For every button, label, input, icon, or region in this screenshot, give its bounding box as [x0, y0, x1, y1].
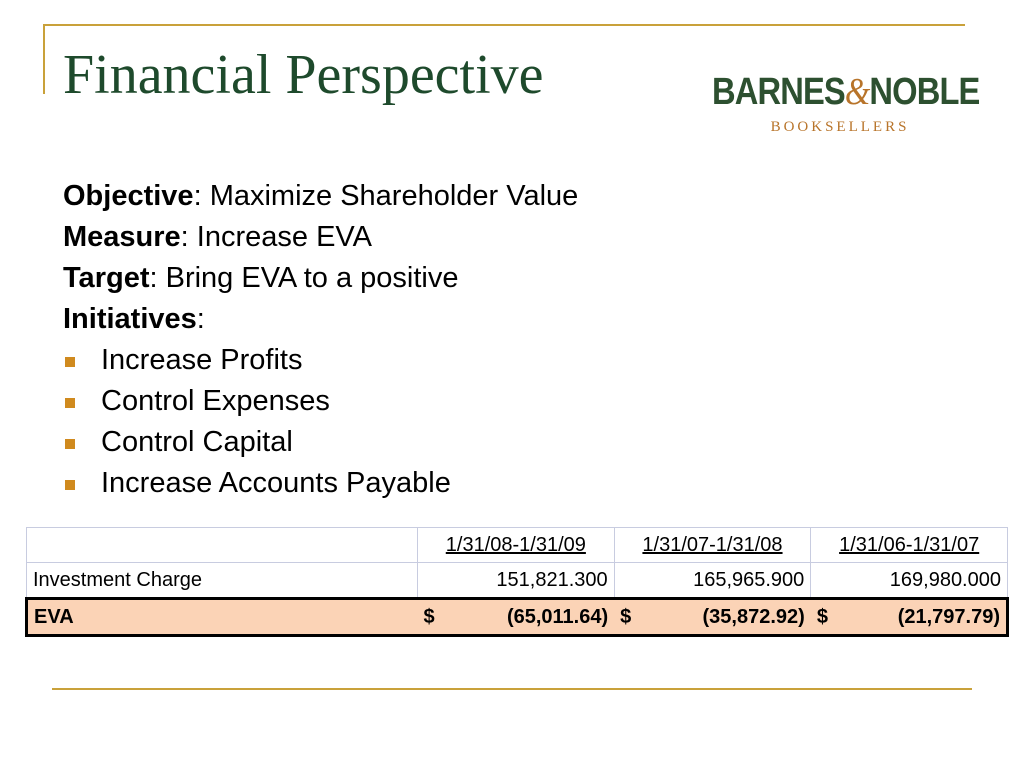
table-header-blank [27, 528, 418, 563]
initiatives-line [63, 299, 578, 340]
list-item [63, 463, 578, 504]
square-bullet-icon [65, 398, 75, 408]
table-cell: 165,965.900 [614, 563, 811, 599]
period-label: 1/31/07-1/31/08 [642, 533, 783, 556]
currency-symbol: $ [620, 605, 632, 628]
logo-word-noble: NOBLE [869, 71, 980, 113]
eva-value: (21,797.79) [897, 605, 1000, 628]
table-cell [614, 599, 811, 636]
currency-symbol: $ [816, 605, 828, 628]
list-item [63, 381, 578, 422]
table-cell: 151,821.300 [418, 563, 615, 599]
logo-ampersand: & [844, 71, 870, 113]
row-label: Investment Charge [27, 563, 418, 599]
slide-title: Financial Perspective [63, 44, 544, 106]
logo-wordmark [712, 70, 980, 114]
list-item-text: Control Capital [101, 426, 293, 458]
table-row [27, 563, 1008, 599]
table-header-row [27, 528, 1008, 563]
target-sep: : [149, 262, 166, 294]
currency-symbol: $ [423, 605, 435, 628]
table-cell: 169,980.000 [811, 563, 1008, 599]
table-header-period [418, 528, 615, 563]
eva-value: (35,872.92) [702, 605, 805, 628]
row-label: EVA [27, 599, 418, 636]
list-item [63, 340, 578, 381]
square-bullet-icon [65, 357, 75, 367]
square-bullet-icon [65, 480, 75, 490]
measure-label: Measure [63, 221, 181, 253]
list-item-text: Increase Profits [101, 344, 303, 376]
objective-text: Maximize Shareholder Value [209, 180, 579, 212]
objective-sep: : [193, 180, 210, 212]
objective-line [63, 176, 578, 217]
list-item-text: Increase Accounts Payable [101, 467, 451, 499]
list-item [63, 422, 578, 463]
target-text: Bring EVA to a positive [165, 262, 459, 294]
eva-value: (65,011.64) [506, 605, 609, 628]
period-label: 1/31/06-1/31/07 [839, 533, 980, 556]
target-line [63, 258, 578, 299]
table-cell [418, 599, 615, 636]
table-row-eva [27, 599, 1008, 636]
logo-subtitle: BOOKSELLERS [770, 119, 910, 135]
table-cell [811, 599, 1008, 636]
initiatives-list [63, 340, 578, 504]
measure-line [63, 217, 578, 258]
measure-text: Increase EVA [196, 221, 372, 253]
slide-content [63, 176, 578, 504]
period-label: 1/31/08-1/31/09 [445, 533, 586, 556]
initiatives-sep: : [196, 303, 205, 335]
square-bullet-icon [65, 439, 75, 449]
table-header-period [811, 528, 1008, 563]
target-label: Target [63, 262, 150, 294]
list-item-text: Control Expenses [101, 385, 330, 417]
barnes-noble-logo [712, 70, 980, 140]
left-rule [43, 24, 45, 94]
objective-label: Objective [63, 180, 194, 212]
table-header-period [614, 528, 811, 563]
initiatives-label: Initiatives [63, 303, 197, 335]
measure-sep: : [180, 221, 197, 253]
top-rule [43, 24, 965, 26]
logo-word-barnes: BARNES [712, 71, 845, 113]
eva-table [25, 527, 1009, 637]
bottom-rule [52, 688, 972, 690]
